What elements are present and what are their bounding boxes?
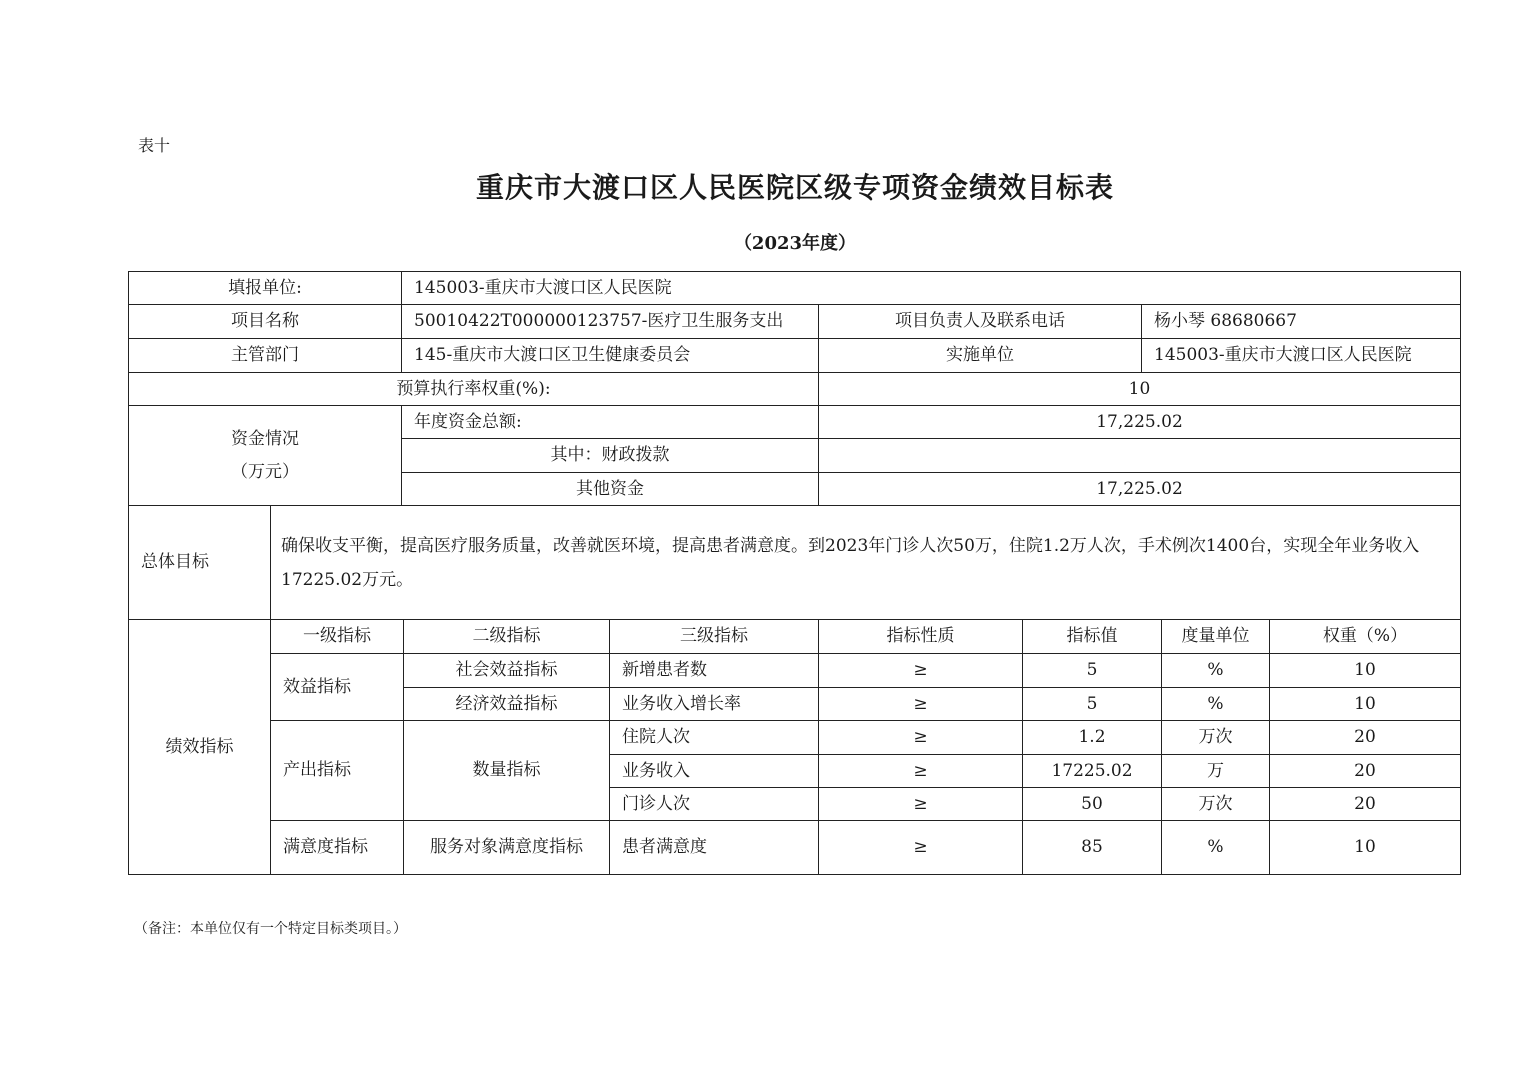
row-value: 17225.02 [1022,754,1162,788]
row-value: 85 [1022,820,1162,875]
page-subtitle: （2023年度） [733,233,857,254]
dept-value: 145-重庆市大渡口区卫生健康委员会 [401,338,819,373]
overall-goal-text: 确保收支平衡，提高医疗服务质量，改善就医环境，提高患者满意度。到2023年门诊人次50万，住院1.2万人次，手术例次1400台，实现全年业务收入17225.02万元。 [270,505,1461,620]
impl-value: 145003-重庆市大渡口区人民医院 [1141,338,1461,373]
row-value: 50 [1022,787,1162,821]
funds-other-value: 17,225.02 [818,472,1461,506]
funds-total-value: 17,225.02 [818,405,1461,439]
header-level2: 二级指标 [403,619,610,654]
overall-goal-label: 总体目标 [128,505,271,620]
row-weight: 20 [1269,787,1461,821]
row-unit: % [1161,820,1270,875]
row-weight: 10 [1269,820,1461,875]
budget-weight-value: 10 [818,372,1461,406]
unit-label: 填报单位: [128,271,402,305]
level1-output: 产出指标 [270,720,404,821]
funds-label-line1: 资金情况 [231,429,299,450]
row-l3: 业务收入 [609,754,819,788]
impl-label: 实施单位 [818,338,1142,373]
header-nature: 指标性质 [818,619,1023,654]
row-weight: 20 [1269,754,1461,788]
unit-value: 145003-重庆市大渡口区人民医院 [401,271,1461,305]
row-nature: ≥ [818,720,1023,755]
project-value: 50010422T000000123757-医疗卫生服务支出 [401,304,819,339]
row-weight: 20 [1269,720,1461,755]
row-nature: ≥ [818,653,1023,688]
header-level1: 一级指标 [270,619,404,654]
row-l3: 住院人次 [609,720,819,755]
footnote: （备注：本单位仅有一个特定目标类项目。） [134,921,407,937]
row-unit: 万 [1161,754,1270,788]
level2-economic: 经济效益指标 [403,687,610,721]
contact-value: 杨小琴 68680667 [1141,304,1461,339]
project-label: 项目名称 [128,304,402,339]
budget-weight-label: 预算执行率权重(%): [128,372,819,406]
row-nature: ≥ [818,687,1023,721]
level2-quantity: 数量指标 [403,720,610,821]
row-unit: 万次 [1161,720,1270,755]
row-l3: 业务收入增长率 [609,687,819,721]
row-nature: ≥ [818,820,1023,875]
row-l3: 门诊人次 [609,787,819,821]
row-unit: 万次 [1161,787,1270,821]
funds-label-line2: （万元） [231,461,299,482]
header-level3: 三级指标 [609,619,819,654]
header-unit: 度量单位 [1161,619,1270,654]
row-nature: ≥ [818,754,1023,788]
funds-fiscal-label: 其中：财政拨款 [401,438,819,473]
row-weight: 10 [1269,687,1461,721]
page-title: 重庆市大渡口区人民医院区级专项资金绩效目标表 [475,171,1114,204]
funds-fiscal-value [818,438,1461,473]
funds-label [128,405,402,506]
row-l3: 新增患者数 [609,653,819,688]
table-label: 表十 [138,136,171,155]
header-value: 指标值 [1022,619,1162,654]
dept-label: 主管部门 [128,338,402,373]
funds-other-label: 其他资金 [401,472,819,506]
header-weight: 权重（%） [1269,619,1461,654]
row-unit: % [1161,653,1270,688]
row-nature: ≥ [818,787,1023,821]
row-l3: 患者满意度 [609,820,819,875]
row-value: 5 [1022,687,1162,721]
performance-target-table [128,271,1461,875]
performance-label: 绩效指标 [128,619,271,875]
row-value: 1.2 [1022,720,1162,755]
level2-service-satisfaction: 服务对象满意度指标 [403,820,610,875]
row-weight: 10 [1269,653,1461,688]
row-unit: % [1161,687,1270,721]
funds-total-label: 年度资金总额: [401,405,819,439]
level2-social: 社会效益指标 [403,653,610,688]
contact-label: 项目负责人及联系电话 [818,304,1142,339]
level1-satisfaction: 满意度指标 [270,820,404,875]
row-value: 5 [1022,653,1162,688]
level1-benefit: 效益指标 [270,653,404,721]
